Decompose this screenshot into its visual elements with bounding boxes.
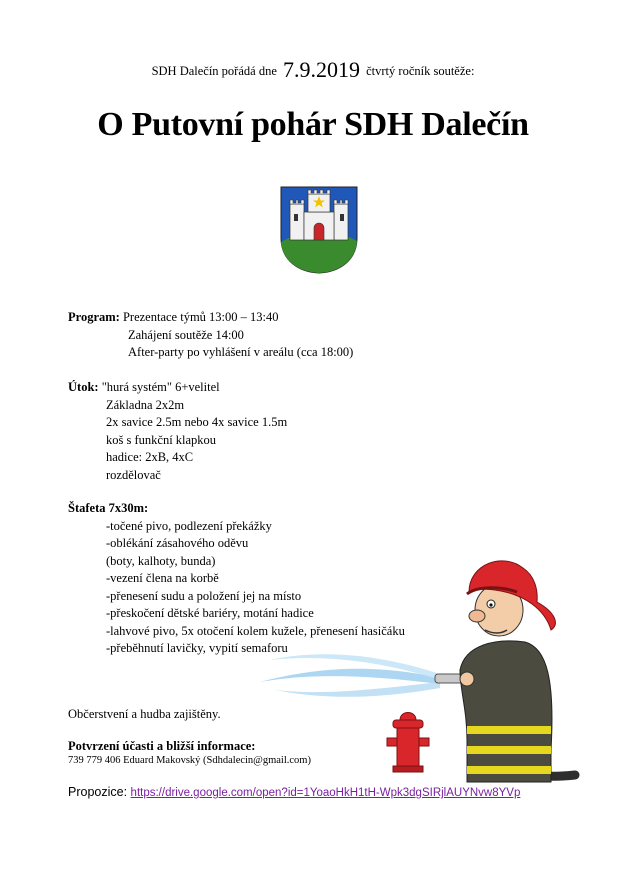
- rules-link[interactable]: https://drive.google.com/open?id=1YoaoHkH1tH-Wpk3dgSIRjlAUYNvw8YVp: [130, 787, 521, 799]
- relay-item: -přeběhnutí lavičky, vypití semaforu: [106, 641, 288, 655]
- intro-line: [0, 57, 626, 83]
- program-label: Program:: [68, 310, 120, 324]
- rules-label: Propozice:: [68, 785, 128, 799]
- attack-item: koš s funkční klapkou: [106, 432, 217, 447]
- relay-label: Štafeta 7x30m:: [68, 501, 149, 515]
- intro-after: čtvrtý ročník soutěže:: [366, 64, 475, 78]
- rules-line: [68, 785, 520, 799]
- relay-item: -oblékání zásahového oděvu: [106, 536, 249, 550]
- attack-section: [68, 379, 287, 484]
- attack-item: rozdělovač: [106, 467, 161, 482]
- program-item: Prezentace týmů 13:00 – 13:40: [122, 310, 279, 324]
- contact-info: 739 779 406 Eduard Makovský (Sdhdalecin@gmail.com): [68, 755, 311, 766]
- relay-item: -přenesení sudu a položení jej na místo: [106, 588, 302, 603]
- page-title: O Putovní pohár SDH Dalečín: [97, 106, 529, 143]
- confirm-heading: Potvrzení účasti a bližší informace:: [68, 739, 256, 753]
- relay-item: -přeskočení dětské bariéry, motání hadice: [106, 606, 314, 620]
- program-section: [68, 309, 353, 362]
- event-date: 7.9.2019: [283, 57, 360, 82]
- program-item: After-party po vyhlášení v areálu (cca 18:00): [128, 345, 354, 359]
- attack-label: Útok:: [68, 380, 99, 394]
- relay-item: (boty, kalhoty, bunda): [106, 553, 216, 568]
- relay-item: -vezení člena na korbě: [106, 571, 219, 585]
- intro-before: SDH Dalečín pořádá dne: [151, 64, 277, 78]
- attack-item: Základna 2x2m: [106, 397, 185, 412]
- refreshments-note: Občerstvení a hudba zajištěny.: [68, 707, 221, 721]
- program-item: Zahájení soutěže 14:00: [128, 327, 244, 342]
- fireman-illustration: [255, 550, 585, 790]
- attack-item: hadice: 2xB, 4xC: [106, 450, 194, 464]
- relay-item: -točené pivo, podlezení překážky: [106, 518, 272, 533]
- relay-item: -lahvové pivo, 5x otočení kolem kužele, přenesení hasičáku: [106, 623, 405, 638]
- attack-item: 2x savice 2.5m nebo 4x savice 1.5m: [106, 415, 288, 429]
- attack-item: "hurá systém" 6+velitel: [101, 380, 220, 394]
- coat-of-arms-icon: [280, 186, 358, 274]
